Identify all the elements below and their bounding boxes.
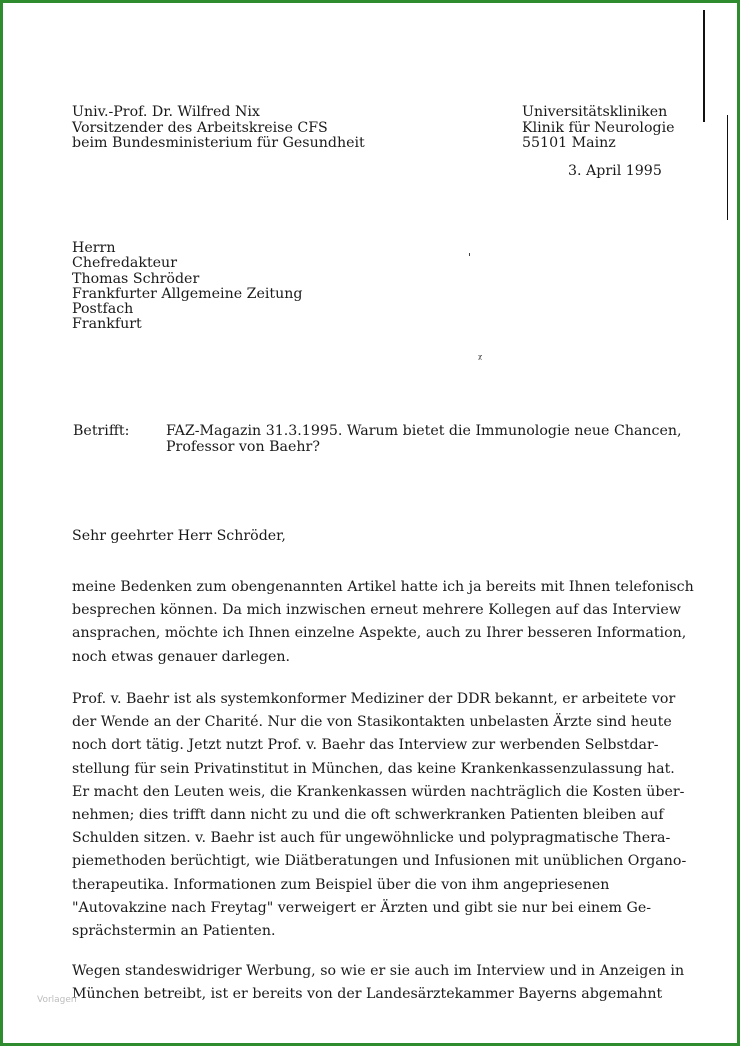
paragraph-line: München betreibt, ist er bereits von der Landesärztekammer Bayerns abgemahnt — [72, 986, 663, 1003]
paragraph-line: sprächstermin an Patienten. — [72, 923, 276, 940]
salutation: Sehr geehrter Herr Schröder, — [72, 528, 286, 544]
scan-edge-line — [703, 10, 705, 122]
paragraph-line: "Autovakzine nach Freytag" verweigert er Ärzten und gibt sie nur bei einem Ge- — [72, 899, 652, 916]
recipient-line: Herrn — [72, 240, 116, 256]
body-paragraph — [72, 960, 702, 1006]
recipient-line: Postfach — [72, 301, 134, 318]
recipient-line: Chefredakteur — [72, 255, 177, 272]
scan-speck: ' — [468, 251, 472, 264]
recipient-address — [72, 241, 302, 333]
sender-line: Vorsitzender des Arbeitskreise CFS — [72, 119, 328, 136]
sender-line: Univ.-Prof. Dr. Wilfred Nix — [72, 104, 260, 120]
body-paragraph — [72, 576, 702, 669]
institution-block — [522, 105, 675, 152]
subject-text — [166, 423, 682, 455]
paragraph-line: nehmen; dies trifft dann nicht zu und die oft schwerkranken Patienten bleiben auf — [72, 807, 664, 824]
paragraph-line: meine Bedenken zum obengenannten Artikel hatte ich ja bereits mit Ihnen telefonisch — [72, 579, 694, 595]
recipient-line: Frankfurt — [72, 316, 142, 333]
paragraph-line: Prof. v. Baehr ist als systemkonformer Mediziner der DDR bekannt, er arbeitete vor — [72, 691, 676, 707]
body-paragraph — [72, 688, 702, 943]
scan-edge-line — [727, 115, 728, 220]
subject-line: FAZ-Magazin 31.3.1995. Warum bietet die Immunologie neue Chancen, — [166, 423, 682, 439]
paragraph-line: stellung für sein Privatinstitut in München, das keine Krankenkassenzulassung hat. — [72, 760, 675, 777]
paragraph-line: therapeutika. Informationen zum Beispiel über die von ihm angepriesenen — [72, 876, 610, 893]
letter-date: 3. April 1995 — [568, 163, 662, 179]
sender-line: beim Bundesministerium für Gesundheit — [72, 135, 365, 151]
paragraph-line: der Wende an der Charité. Nur die von Stasikontakten unbelasten Ärzte sind heute — [72, 714, 672, 731]
paragraph-line: Wegen standeswidriger Werbung, so wie er sie auch im Interview und in Anzeigen in — [72, 963, 685, 979]
paragraph-line: piemethoden berüchtigt, wie Diätberatungen und Infusionen mit unüblichen Organo- — [72, 853, 687, 870]
paragraph-line: besprechen können. Da mich inzwischen erneut mehrere Kollegen auf das Interview — [72, 602, 681, 619]
subject-label: Betrifft: — [73, 423, 130, 439]
subject-line: Professor von Baehr? — [166, 439, 320, 455]
institution-line: Universitätskliniken — [522, 104, 668, 120]
sender-block — [72, 105, 365, 152]
paragraph-line: Schulden sitzen. v. Baehr ist auch für ungewöhnlicke und polypragmatische Thera- — [72, 830, 671, 847]
institution-line: Klinik für Neurologie — [522, 119, 675, 136]
scan-speck: ᵡ — [478, 352, 483, 365]
recipient-line: Frankfurter Allgemeine Zeitung — [72, 285, 303, 302]
paragraph-line: Er macht den Leuten weis, die Krankenkassen würden nachträglich die Kosten über- — [72, 783, 685, 800]
paragraph-line: noch dort tätig. Jetzt nutzt Prof. v. Baehr das Interview zur werbenden Selbstdar- — [72, 737, 659, 754]
paragraph-line: noch etwas genauer darlegen. — [72, 648, 291, 665]
institution-line: 55101 Mainz — [522, 135, 616, 151]
recipient-line: Thomas Schröder — [72, 270, 200, 287]
paragraph-line: ansprachen, möchte ich Ihnen einzelne Aspekte, auch zu Ihrer besseren Information, — [72, 625, 687, 642]
watermark-text: Vorlagen — [37, 995, 77, 1005]
